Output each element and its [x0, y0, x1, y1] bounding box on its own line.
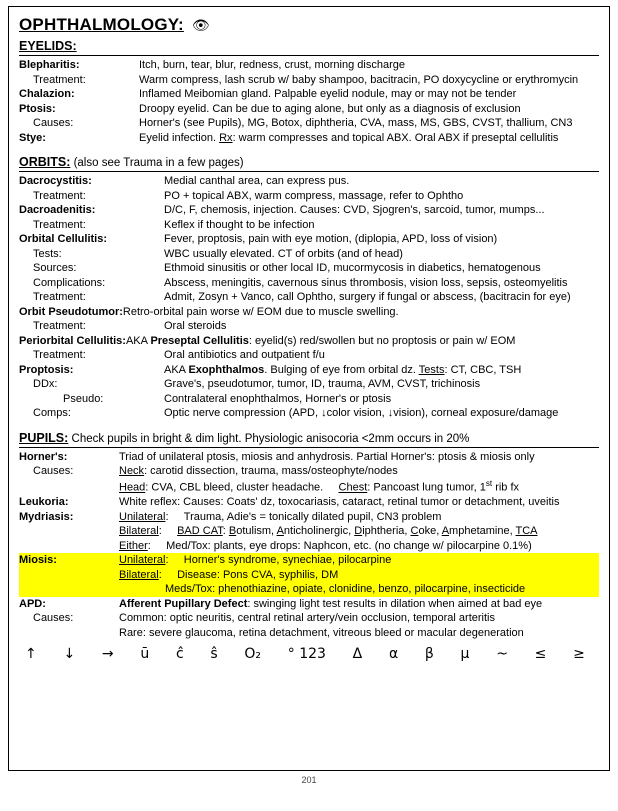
row-text: Meds/Tox: phenothiazine, opiate, clonidine, benzo, pilocarpine, insecticide: [165, 583, 526, 596]
entry-row: [19, 116, 599, 131]
entry-row: [19, 392, 599, 407]
row-text: Common: optic neuritis, central retinal artery/vein occlusion, temporal arteritis: [119, 612, 495, 625]
row-label: Miosis:: [19, 554, 57, 567]
entry-row: [19, 189, 599, 204]
entry-row: [19, 539, 599, 554]
entry-row: [19, 510, 599, 525]
entry-row: [19, 363, 599, 378]
row-label: Treatment:: [33, 218, 86, 231]
row-text: Droopy eyelid. Can be due to aging alone, but only as a diagnosis of exclusion: [139, 102, 521, 115]
row-label: Dacroadenitis:: [19, 204, 96, 217]
row-text: Keflex if thought to be infection: [164, 218, 315, 231]
row-text: Oral antibiotics and outpatient f/u: [164, 349, 325, 362]
row-text: Inflamed Meibomian gland. Palpable eyelid nodule, may or may not be tender: [139, 88, 517, 101]
row-label: Ptosis:: [19, 102, 56, 115]
row-label: Chalazion:: [19, 88, 75, 101]
section-pupils: [19, 431, 599, 640]
entry-row: [19, 102, 599, 117]
row-label: Leukoria:: [19, 496, 69, 509]
symbol-delta: Δ: [352, 646, 363, 663]
row-text: Afferent Pupillary Defect: swinging light test results in dilation when aimed at bad eye: [119, 597, 543, 610]
row-label: Tests:: [33, 247, 62, 260]
row-label: Treatment:: [33, 189, 86, 202]
row-text: Eyelid infection. Rx: warm compresses and topical ABX. Oral ABX if preseptal cellulitis: [139, 131, 559, 144]
row-label: Proptosis:: [19, 363, 74, 376]
symbol-right-arrow: →: [101, 646, 114, 663]
row-text: Optic nerve compression (APD, ↓color vision, ↓vision), corneal exposure/damage: [164, 407, 559, 420]
symbol-beta: β: [424, 646, 434, 663]
row-label: APD:: [19, 597, 46, 610]
row-text: Itch, burn, tear, blur, redness, crust, morning discharge: [139, 59, 405, 71]
row-text: Horner's (see Pupils), MG, Botox, diphtheria, CVA, mass, MS, GBS, CVST, thallium, CN3: [139, 117, 573, 130]
entry-row: [19, 73, 599, 88]
row-text: AKA Preseptal Cellulitis: eyelid(s) red/swollen but no proptosis or pain w/ EOM: [125, 334, 516, 347]
symbol-down-arrow: ↓: [63, 646, 76, 663]
entry-row: [19, 247, 599, 262]
row-label: Orbital Cellulitis:: [19, 233, 108, 246]
row-text: Retro-orbital pain worse w/ EOM due to muscle swelling.: [122, 305, 399, 318]
entry-row: [19, 626, 599, 641]
row-text: D/C, F, chemosis, injection. Causes: CVD, Sjogren's, sarcoid, tumor, mumps...: [164, 204, 545, 217]
row-text: AKA Exophthalmos. Bulging of eye from orbital dz. Tests: CT, CBC, TSH: [164, 363, 522, 376]
row-label: Treatment:: [33, 291, 86, 304]
row-label: Dacrocystitis:: [19, 175, 92, 188]
divider: [19, 171, 599, 172]
section-heading-pupils: PUPILS: Check pupils in bright & dim light. Physiologic anisocoria <2mm occurs in 20%: [19, 430, 470, 445]
page-title: OPHTHALMOLOGY:: [19, 15, 184, 34]
row-label: Treatment:: [33, 349, 86, 362]
symbol-u-macron: ū: [140, 646, 150, 663]
row-text: Head: CVA, CBL bleed, cluster headache. Chest: Pancoast lung tumor, 1st rib fx: [119, 478, 520, 494]
row-label: Causes:: [33, 612, 74, 625]
symbol-tilde: ~: [496, 646, 508, 663]
entry-row: [19, 319, 599, 334]
entry-row: [19, 406, 599, 421]
row-text: WBC usually elevated. CT of orbits (and of head): [164, 247, 403, 260]
symbol-less-equal: ≤: [534, 646, 547, 663]
entry-row: [19, 174, 599, 189]
entry-row: [19, 568, 599, 583]
row-text: Admit, Zosyn + Vanco, call Ophtho, surgery if fungal or abscess, (bacitracin for eye): [164, 291, 571, 304]
page-number: 201: [301, 775, 317, 785]
entry-row: [19, 87, 599, 102]
row-label: Causes:: [33, 117, 74, 130]
divider: [19, 55, 599, 56]
row-label: Horner's:: [19, 450, 68, 463]
row-text: White reflex: Causes: Coats' dz, toxocariasis, cataract, retinal tumor or detachment, uveitis: [119, 496, 560, 509]
entry-row: [19, 131, 599, 146]
symbol-degree-123: ° 123: [287, 646, 326, 663]
row-text: Ethmoid sinusitis or other local ID, mucormycosis in diabetics, hematogenous: [164, 262, 541, 275]
row-label: DDx:: [33, 378, 58, 391]
entry-row: [19, 582, 599, 597]
row-text: Oral steroids: [164, 320, 227, 333]
row-label: Complications:: [33, 276, 106, 289]
content-frame: [8, 6, 610, 771]
symbol-c-circumflex: ĉ: [175, 646, 184, 663]
entry-row: [19, 611, 599, 626]
entry-row: [19, 203, 599, 218]
row-text: Grave's, pseudotumor, tumor, ID, trauma, AVM, CVST, trichinosis: [164, 378, 481, 391]
entry-row: [19, 58, 599, 73]
row-text: Medial canthal area, can express pus.: [164, 175, 350, 188]
row-label: Causes:: [33, 465, 74, 478]
symbol-mu: μ: [460, 646, 470, 663]
entry-row: [19, 305, 599, 320]
entry-row: [19, 377, 599, 392]
entry-row: [19, 290, 599, 305]
row-text: Warm compress, lash scrub w/ baby shampoo, bacitracin, PO doxycycline or erythromycin: [139, 73, 579, 86]
symbol-oxygen: O₂: [244, 646, 262, 663]
row-text: Contralateral enophthalmos, Horner's or ptosis: [164, 392, 392, 405]
row-text: Unilateral: Trauma, Adie's = tonically dilated pupil, CN3 problem: [119, 510, 442, 523]
row-text: Bilateral: BAD CAT: Botulism, Anticholinergic, Diphtheria, Coke, Amphetamine, TCA: [119, 525, 538, 538]
entry-row: [19, 276, 599, 291]
row-label: Treatment:: [33, 320, 86, 333]
section-heading-eyelids: EYELIDS:: [19, 39, 77, 53]
row-text: PO + topical ABX, warm compress, massage, refer to Ophtho: [164, 189, 464, 202]
row-label: Comps:: [33, 407, 71, 420]
entry-row: [19, 450, 599, 465]
entry-row: [19, 524, 599, 539]
row-label: Mydriasis:: [19, 510, 74, 523]
entry-row: [19, 218, 599, 233]
symbol-up-arrow: ↑: [25, 646, 37, 663]
row-text: Bilateral: Disease: Pons CVA, syphilis, DM: [119, 568, 339, 581]
entry-row: [19, 232, 599, 247]
row-label: Sources:: [33, 262, 77, 275]
divider: [19, 447, 599, 448]
row-text: Either: Med/Tox: plants, eye drops: Naphcon, etc. (no change w/ pilocarpine 0.1%): [119, 539, 532, 552]
highlighted-block-miosis: [19, 553, 599, 597]
row-label: Orbit Pseudotumor:: [19, 305, 123, 318]
row-text: Triad of unilateral ptosis, miosis and anhydrosis. Partial Horner's: ptosis & miosis only: [119, 450, 535, 463]
section-heading-orbits: ORBITS: (also see Trauma in a few pages): [19, 155, 244, 170]
symbol-greater-equal: ≥: [573, 646, 585, 663]
page-title-row: [19, 15, 599, 35]
symbol-s-circumflex: ŝ: [210, 646, 218, 663]
entry-row: [19, 495, 599, 510]
entry-row: [19, 479, 599, 495]
row-text: Unilateral: Horner's syndrome, synechiae, pilocarpine: [119, 554, 392, 567]
row-label: Blepharitis:: [19, 59, 80, 71]
entry-row: [19, 348, 599, 363]
symbol-bar: [19, 640, 599, 662]
row-label: Periorbital Cellulitis:: [19, 334, 126, 347]
entry-row: [19, 464, 599, 479]
entry-row: [19, 334, 599, 349]
entry-row: [19, 261, 599, 276]
row-label: Treatment:: [33, 73, 86, 86]
entry-row: [19, 597, 599, 612]
section-eyelids: [19, 39, 599, 145]
row-label: Stye:: [19, 131, 46, 144]
symbol-alpha: α: [388, 646, 399, 663]
row-text: Abscess, meningitis, cavernous sinus thrombosis, vision loss, sepsis, osteomyelitis: [164, 276, 568, 289]
row-label: Pseudo:: [63, 392, 104, 405]
section-orbits: [19, 155, 599, 421]
entry-row: [19, 553, 599, 568]
row-text: Rare: severe glaucoma, retina detachment, vitreous bleed or macular degeneration: [119, 626, 524, 639]
row-text: Fever, proptosis, pain with eye motion, (diplopia, APD, loss of vision): [164, 233, 498, 246]
eye-icon: 👁: [191, 17, 210, 33]
row-text: Neck: carotid dissection, trauma, mass/osteophyte/nodes: [119, 465, 398, 478]
